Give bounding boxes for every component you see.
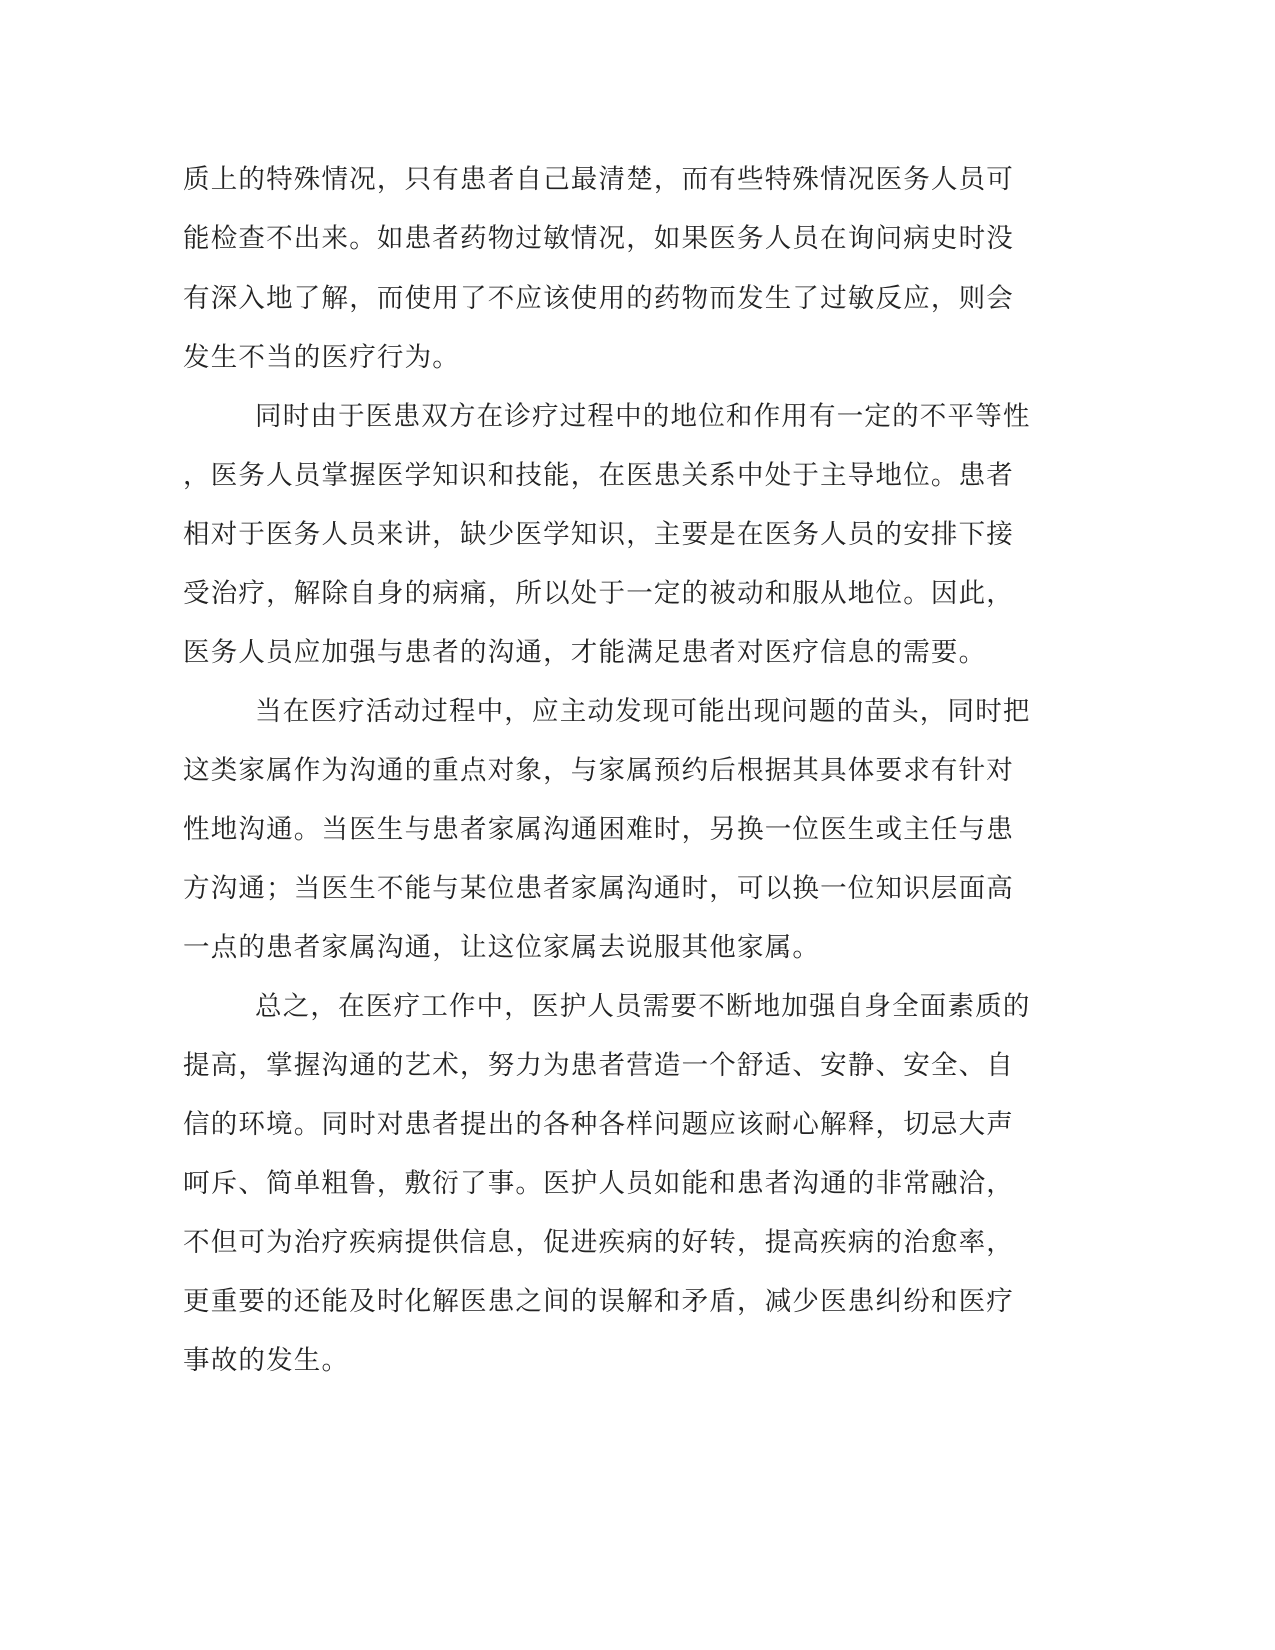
paragraph-3-line-3: 性地沟通。当医生与患者家属沟通困难时，另换一位医生或主任与患: [183, 814, 1014, 845]
paragraph-4-line-3: 信的环境。同时对患者提出的各种各样问题应该耐心解释，切忌大声: [183, 1109, 1014, 1140]
paragraph-4-line-2: 提高，掌握沟通的艺术，努力为患者营造一个舒适、安静、安全、自: [183, 1050, 1014, 1081]
paragraph-3-line-2: 这类家属作为沟通的重点对象，与家属预约后根据其具体要求有针对: [183, 755, 1014, 786]
paragraph-4-line-7: 事故的发生。: [183, 1345, 350, 1376]
paragraph-2-line-3: 相对于医务人员来讲，缺少医学知识，主要是在医务人员的安排下接: [183, 519, 1014, 550]
paragraph-3-line-1: 当在医疗活动过程中，应主动发现可能出现问题的苗头，同时把: [255, 696, 1031, 727]
paragraph-2-line-2: ，医务人员掌握医学知识和技能，在医患关系中处于主导地位。患者: [183, 460, 1014, 491]
paragraph-4-line-6: 更重要的还能及时化解医患之间的误解和矛盾，减少医患纠纷和医疗: [183, 1286, 1014, 1317]
paragraph-4-line-5: 不但可为治疗疾病提供信息，促进疾病的好转，提高疾病的治愈率，: [183, 1227, 1014, 1258]
paragraph-2-line-5: 医务人员应加强与患者的沟通，才能满足患者对医疗信息的需要。: [183, 637, 987, 668]
paragraph-4-line-1: 总之，在医疗工作中，医护人员需要不断地加强自身全面素质的: [255, 991, 1031, 1022]
paragraph-1-line-3: 有深入地了解，而使用了不应该使用的药物而发生了过敏反应，则会: [183, 283, 1014, 314]
paragraph-2-line-4: 受治疗，解除自身的病痛，所以处于一定的被动和服从地位。因此，: [183, 578, 1014, 609]
paragraph-1-line-4: 发生不当的医疗行为。: [183, 342, 460, 373]
paragraph-1-line-1: 质上的特殊情况，只有患者自己最清楚，而有些特殊情况医务人员可: [183, 164, 1014, 195]
paragraph-4-line-4: 呵斥、简单粗鲁，敷衍了事。医护人员如能和患者沟通的非常融洽，: [183, 1168, 1014, 1199]
paragraph-3-line-5: 一点的患者家属沟通，让这位家属去说服其他家属。: [183, 932, 821, 963]
paragraph-3-line-4: 方沟通；当医生不能与某位患者家属沟通时，可以换一位知识层面高: [183, 873, 1014, 904]
paragraph-1-line-2: 能检查不出来。如患者药物过敏情况，如果医务人员在询问病史时没: [183, 223, 1014, 254]
paragraph-2-line-1: 同时由于医患双方在诊疗过程中的地位和作用有一定的不平等性: [255, 401, 1031, 432]
